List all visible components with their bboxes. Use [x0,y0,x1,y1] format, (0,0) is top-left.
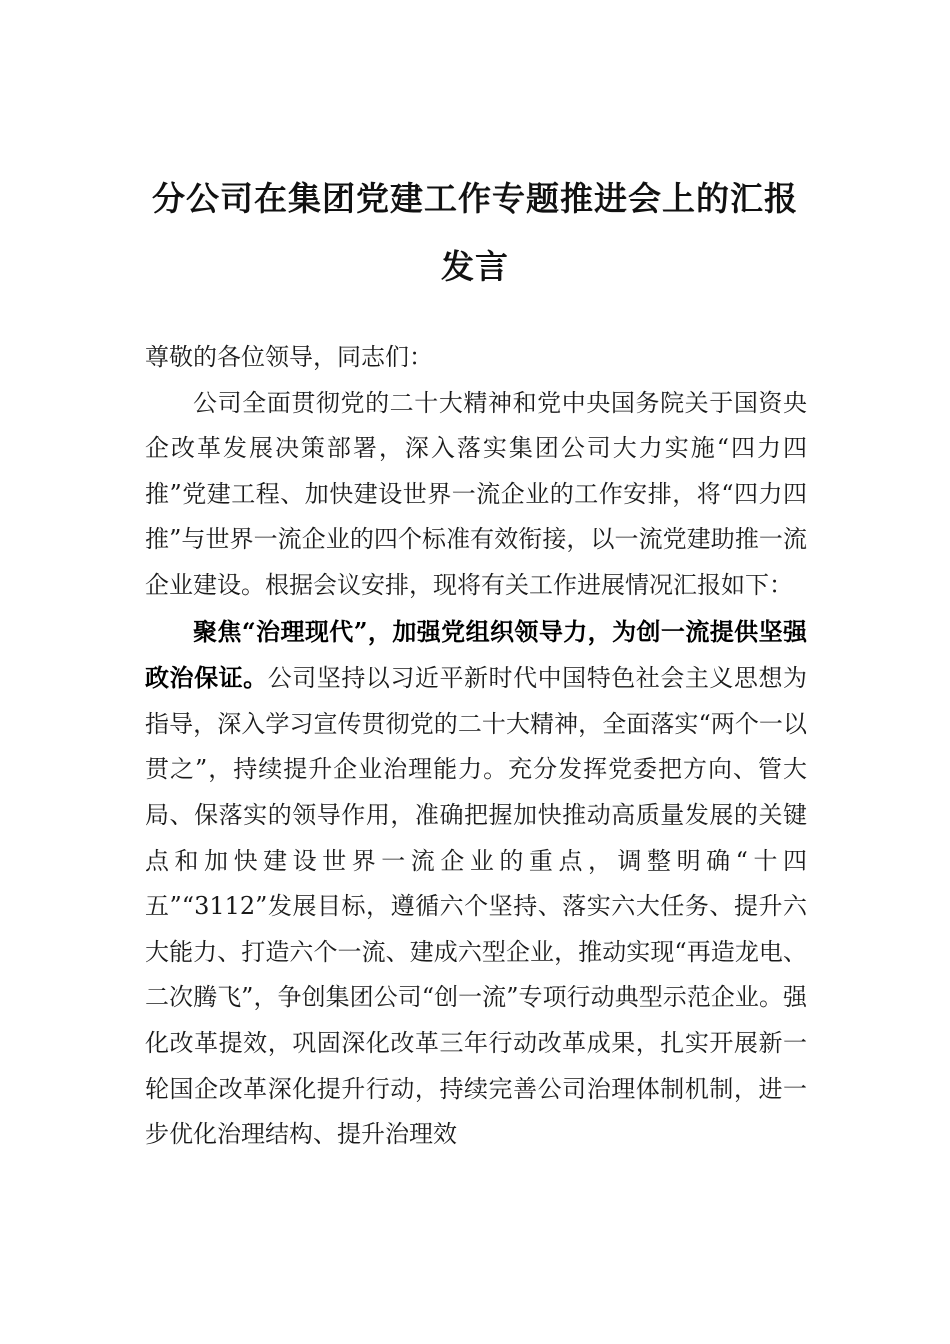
document-body [145,335,807,1158]
section-1-paragraph [145,609,807,1158]
intro-paragraph: 公司全面贯彻党的二十大精神和党中央国务院关于国资央企改革发展决策部署，深入落实集团公司大力实施“四力四推”党建工程、加快建设世界一流企业的工作安排，将“四力四推”与世界一流企业的四个标准有效衔接，以一流党建助推一流企业建设。根据会议安排，现将有关工作进展情况汇报如下： [145,388,807,599]
document-title: 分公司在集团党建工作专题推进会上的汇报发言 [152,179,798,286]
section-1-body: 公司坚持以习近平新时代中国特色社会主义思想为指导，深入学习宣传贯彻党的二十大精神，全面落实“两个一以贯之”，持续提升企业治理能力。充分发挥党委把方向、管大局、保落实的领导作用，准确把握加快推动高质量发展的关键点和加快建设世界一流企业的重点，调整明确“十四五”“3112”发展目标，遵循六个坚持、落实六大任务、提升六大能力、打造六个一流、建成六型企业，推动实现“再造龙电、二次腾飞”，争创集团公司“创一流”专项行动典型示范企业。强化改革提效，巩固深化改革三年行动改革成果，扎实开展新一轮国企改革深化提升行动，持续完善公司治理体制机制，进一步优化治理结构、提升治理效 [145,664,808,1149]
salutation: 尊敬的各位领导，同志们： [145,343,433,371]
section-1-heading: 聚焦“治理现代”，加强党组织领导力，为创一流提供坚强政治保证。 [145,616,807,693]
